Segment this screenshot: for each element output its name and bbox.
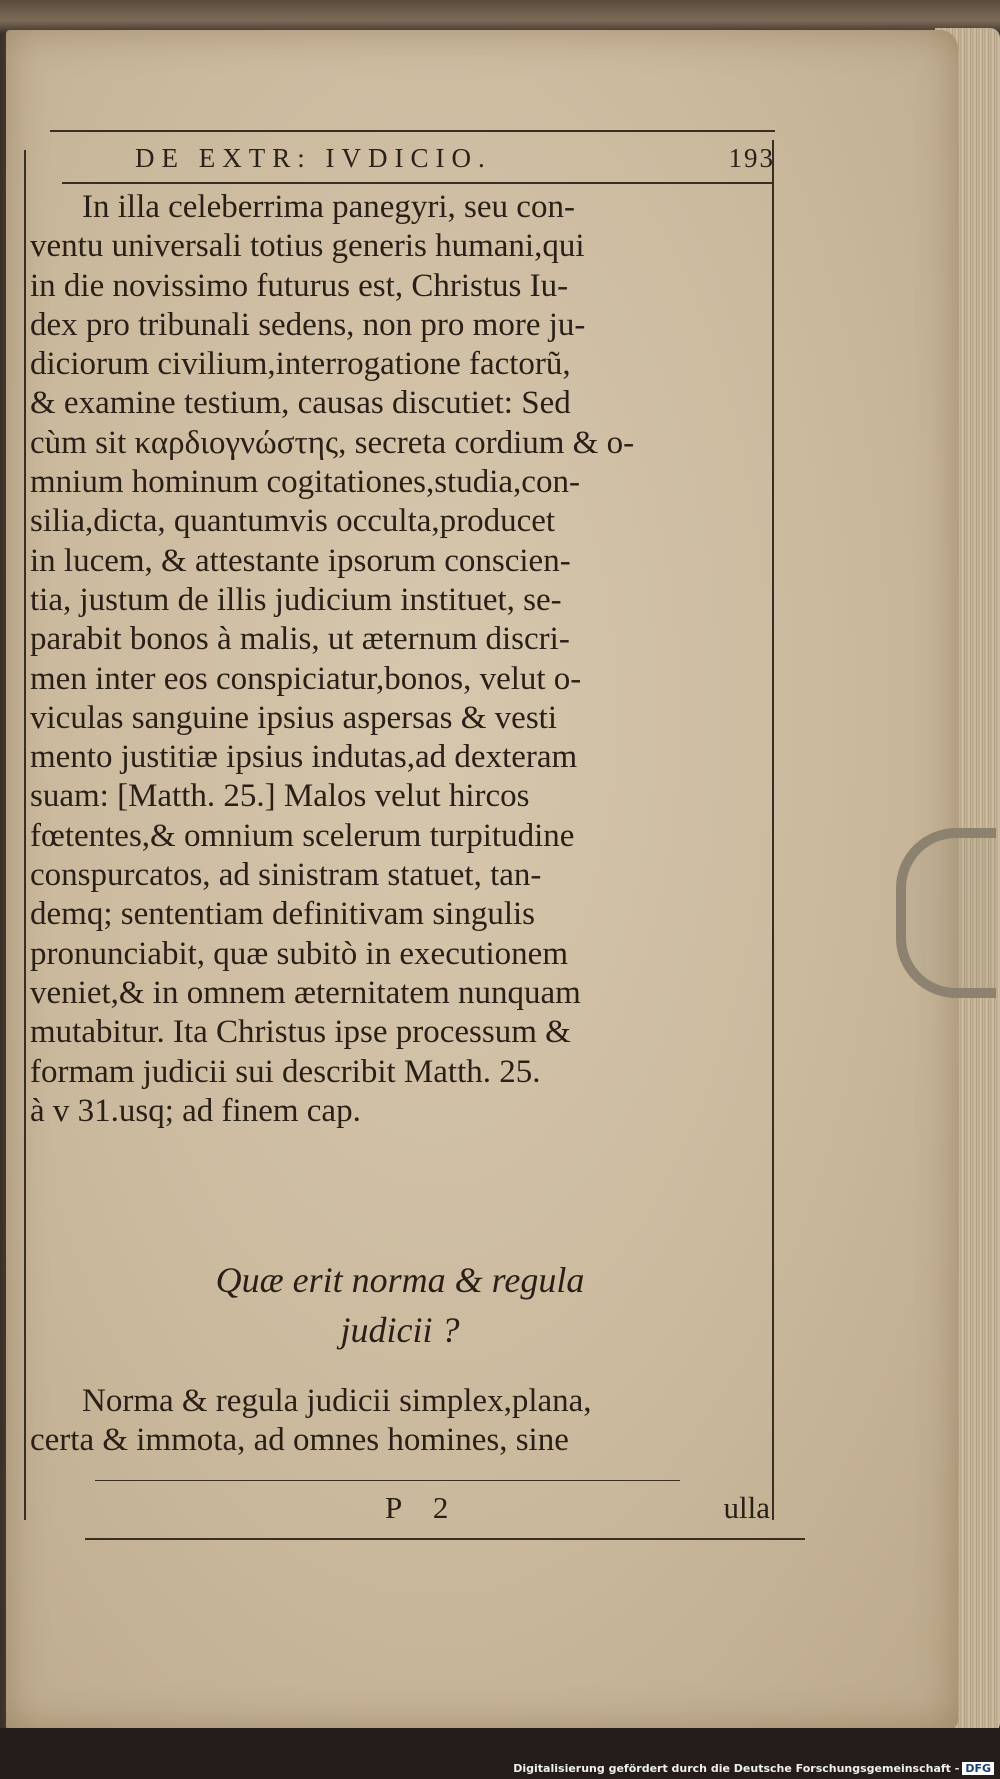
text-line: parabit bonos à malis, ut æternum discri- (30, 621, 570, 658)
text-line: in die novissimo futurus est, Christus Iu- (30, 267, 569, 304)
question-heading (30, 1255, 770, 1355)
question-line-1: Quæ erit norma & regula (215, 1260, 585, 1300)
digitization-credit (513, 1762, 994, 1775)
text-line: fœtentes,& omnium scelerum turpitudine (30, 817, 575, 854)
bottom-rule (95, 1480, 680, 1481)
text-line: Norma & regula judicii simplex,plana, (82, 1383, 592, 1419)
text-line: viculas sanguine ipsius aspersas & vesti (30, 699, 558, 736)
main-paragraph (30, 188, 770, 1131)
page-number: 193 (728, 143, 775, 173)
text-line: silia,dicta, quantumvis occulta,producet (30, 503, 556, 540)
catchword: ulla (723, 1490, 770, 1525)
text-line: veniet,& in omnem æternitatem nunquam (30, 974, 581, 1011)
running-title: DE EXTR: IVDICIO. (135, 143, 492, 173)
binding-top-edge (0, 0, 1000, 34)
text-line: In illa celeberrima panegyri, seu con- (82, 189, 575, 225)
text-line: suam: [Matth. 25.] Malos velut hircos (30, 778, 530, 815)
text-line: demq; sententiam definitivam singulis (30, 896, 536, 933)
text-line: formam judicii sui describit Matth. 25. (30, 1053, 541, 1090)
text-line: ventu universali totius generis humani,qui (30, 228, 585, 265)
page-bottom-rule (85, 1538, 805, 1540)
question-line-2: judicii ? (340, 1310, 460, 1350)
left-border (24, 150, 26, 1520)
text-line: dex pro tribunali sedens, non pro more ju- (30, 306, 586, 343)
text-line: pronunciabit, quæ subitò in executionem (30, 935, 568, 972)
text-line: cùm sit καρδιογνώστης, secreta cordium & o- (30, 424, 635, 461)
text-line: tia, justum de illis judicium instituet, se- (30, 581, 562, 618)
text-line: à v 31.usq; ad finem cap. (30, 1092, 361, 1129)
top-rule (50, 130, 775, 132)
text-line: in lucem, & attestante ipsorum conscien- (30, 542, 571, 579)
text-line: men inter eos conspiciatur,bonos, velut o- (30, 660, 582, 697)
answer-paragraph (30, 1380, 770, 1459)
dfg-logo: DFG (962, 1762, 994, 1775)
signature-mark: P 2 (385, 1490, 461, 1525)
credit-text: Digitalisierung gefördert durch die Deutsche Forschungsgemeinschaft - (513, 1762, 960, 1775)
text-line: certa & immota, ad omnes homines, sine (30, 1422, 569, 1459)
text-line: mnium hominum cogitationes,studia,con- (30, 464, 580, 501)
page-clip (896, 828, 996, 998)
text-line: mento justitiæ ipsius indutas,ad dexteram (30, 739, 578, 776)
text-line: conspurcatos, ad sinistram statuet, tan- (30, 857, 542, 894)
right-border (772, 140, 774, 1520)
page-footer (30, 1490, 770, 1530)
running-head (125, 143, 775, 183)
text-line: diciorum civilium,interrogatione factorũ, (30, 346, 571, 383)
text-line: & examine testium, causas discutiet: Sed (30, 385, 571, 422)
text-line: mutabitur. Ita Christus ipse processum & (30, 1014, 571, 1051)
